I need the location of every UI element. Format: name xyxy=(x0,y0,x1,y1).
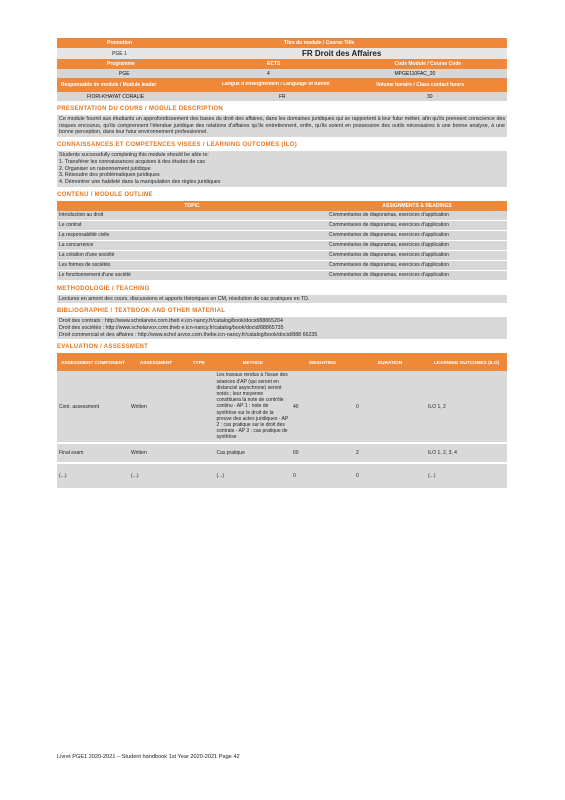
bibliography-item: Droit des sociétés : http://www.scholarvox.com.theb e.icn-nancy.fr/catalog/book/docid/88865735 xyxy=(59,325,284,332)
module-title-value: FR Droit des Affaires xyxy=(302,49,382,58)
eval-header: WEIGHTING xyxy=(291,353,354,371)
ilo-cell: (...) xyxy=(426,463,507,489)
assign-cell: Commentaires de diaporamas, exercices d'application xyxy=(327,250,507,260)
topic-cell: Le fonctionnement d'une société xyxy=(57,270,327,280)
outcomes-title: CONNAISSANCES ET COMPETENCES VISEES / LEARNING OUTCOMES (ILO) xyxy=(57,142,297,149)
method-cell: (...) xyxy=(215,463,292,489)
ects-value: 4 xyxy=(267,70,270,77)
module-title-label: Titre du module / Course Title xyxy=(284,40,355,46)
eval-header: ASSESSMENT COMPONENT xyxy=(57,353,129,371)
assign-cell: Commentaires de diaporamas, exercices d'application xyxy=(327,270,507,280)
eval-header: TYPE xyxy=(183,353,215,371)
assessment-cell: (...) xyxy=(129,463,183,489)
outcome-item: 3. Résoudre des problématiques juridiques xyxy=(59,172,160,179)
promotion-value: PGE 1 xyxy=(112,50,127,57)
outcome-item: 1. Transférer les connaissances acquises à des études de cas xyxy=(59,158,206,165)
promotion-label: Promotion xyxy=(107,40,132,46)
assign-cell: Commentaires de diaporamas, exercices d'application xyxy=(327,211,507,221)
assign-cell: Commentaires de diaporamas, exercices d'application xyxy=(327,260,507,270)
table-row xyxy=(57,371,507,442)
table-row xyxy=(57,220,507,230)
table-row xyxy=(57,443,507,463)
programme-value: PGE xyxy=(119,70,130,77)
eval-header: DURATION xyxy=(354,353,426,371)
header-row-2 xyxy=(57,48,507,59)
eval-header: ASSESSMENT xyxy=(129,353,183,371)
bibliography-item: Droit des contrats : http://www.scholarvox.com.theb e.icn-nancy.fr/catalog/book/docid/88865204 xyxy=(59,318,283,325)
ects-label: ECTS xyxy=(267,61,281,67)
langue-value: FR xyxy=(279,93,286,100)
header-row-1 xyxy=(57,38,507,48)
content-table xyxy=(57,201,507,281)
outcome-item: 2. Organiser un raisonnement juridique xyxy=(59,165,151,172)
ilo-cell: ILO 1, 2, 3, 4 xyxy=(426,443,507,463)
weighting-cell: 0 xyxy=(291,463,354,489)
table-row xyxy=(57,211,507,221)
eval-header: LEARNING OUTCOMES (ILO) xyxy=(426,353,507,371)
bibliography-block xyxy=(57,317,507,339)
table-row xyxy=(57,270,507,280)
duration-cell: 2 xyxy=(354,443,426,463)
table-row xyxy=(57,230,507,240)
weighting-cell: 60 xyxy=(291,443,354,463)
methodology-title: METHODOLOGIE / TEACHING xyxy=(57,285,150,292)
ilo-cell: ILO 1, 2 xyxy=(426,371,507,442)
method-cell: Cas pratique xyxy=(215,443,292,463)
assign-cell: Commentaires de diaporamas, exercices d'application xyxy=(327,230,507,240)
outcome-item: 4. Démontrer une habileté dans la manipulation des règles juridiques xyxy=(59,178,221,185)
col-assign-header: ASSIGNMENTS & READINGS xyxy=(327,201,507,211)
component-cell: (...) xyxy=(57,463,129,489)
volume-value: 30 xyxy=(427,93,433,100)
header-row-6 xyxy=(57,92,507,101)
duration-cell: 0 xyxy=(354,463,426,489)
page-footer: Livret PGE1 2020-2021 – Student handbook 1st Year 2020-2021 Page 42 xyxy=(57,754,240,760)
assign-cell: Commentaires de diaporamas, exercices d'application xyxy=(327,240,507,250)
topic-cell: Les formes de sociétés xyxy=(57,260,327,270)
evaluation-title: EVALUATION / ASSESSMENT xyxy=(57,344,149,351)
type-cell xyxy=(183,371,215,442)
presentation-text: Ce module fournit aux étudiants un approfondissement des bases du droit des affaires, dans les domaines juridiques qui se rapportent à leur futur métier, afin qu'ils prennent conscience des risques encourus, qu'ils comprennent l'étendue juridique des relations d'affaires qu'ils entretiennent, enfin, qu'ils soient en possession des outils nécessaires à une bonne analyse, à une bonne perception, dans leur futur environnement professionnel. xyxy=(59,116,505,136)
responsable-label: Responsable de module / Module leader xyxy=(61,82,157,88)
method-cell: Les travaux rendus à l'issue des séances d'AP (qui seront en distanciel asynchrone) seront notés ; leur moyenne constituera la note de contrôle continu - AP 1 : note de synthèse sur le droit de la preuve des actes juridiques - AP 2 : cas pratique sur le droit des contrats - AP 3 : cas pratique de synthèse xyxy=(215,371,292,442)
assessment-cell: Written xyxy=(129,443,183,463)
topic-cell: Le contrat xyxy=(57,220,327,230)
volume-label: Volume horaire / Class contact hours xyxy=(376,82,464,88)
content-title: CONTENU / MODULE OUTLINE xyxy=(57,191,153,198)
bibliography-item: Droit commercial et des affaires : http://www.schol arvox.com.thebe.icn-nancy.fr/catalog/book/docid/888 66235 xyxy=(59,331,318,338)
assessment-cell: Written xyxy=(129,371,183,442)
presentation-title: PRESENTATION DU COURS / MODULE DESCRIPTION xyxy=(57,106,224,112)
table-row xyxy=(57,250,507,260)
bibliography-title: BIBLIOGRAPHIE / TEXTBOOK AND OTHER MATERIAL xyxy=(57,308,226,315)
topic-cell: La création d'une société xyxy=(57,250,327,260)
duration-cell: 0 xyxy=(354,371,426,442)
col-topic-header: TOPIC xyxy=(57,201,327,211)
topic-cell: Introduction au droit xyxy=(57,211,327,221)
table-row xyxy=(57,260,507,270)
header-row-4 xyxy=(57,69,507,78)
type-cell xyxy=(183,463,215,489)
eval-header: METHOD xyxy=(215,353,292,371)
langue-label: Langue d'enseignement / Language of tuition xyxy=(222,82,330,88)
header-row-5 xyxy=(57,78,507,92)
header-row-3 xyxy=(57,59,507,69)
type-cell xyxy=(183,443,215,463)
responsable-value: FIORI-KHAYAT CORALIE xyxy=(87,93,145,100)
outcomes-intro: Students successfully completing this module should be able to: xyxy=(59,152,209,159)
assign-cell: Commentaires de diaporamas, exercices d'application xyxy=(327,220,507,230)
code-label: Code Module / Course Code xyxy=(394,61,462,67)
weighting-cell: 40 xyxy=(291,371,354,442)
methodology-text: Lectures en amont des cours, discussions et apports théoriques en CM, résolution de cas pratiques en TD. xyxy=(57,295,507,304)
component-cell: Cont. assessment xyxy=(57,371,129,442)
topic-cell: La concurrence xyxy=(57,240,327,250)
evaluation-table xyxy=(57,353,507,489)
table-row xyxy=(57,240,507,250)
table-row xyxy=(57,463,507,489)
programme-label: Programme xyxy=(107,61,135,67)
code-value: MPGE110FAC_20 xyxy=(394,70,436,77)
page-content xyxy=(57,38,507,490)
component-cell: Final exam xyxy=(57,443,129,463)
outcomes-block xyxy=(57,151,507,187)
topic-cell: La responsabilité civile xyxy=(57,230,327,240)
